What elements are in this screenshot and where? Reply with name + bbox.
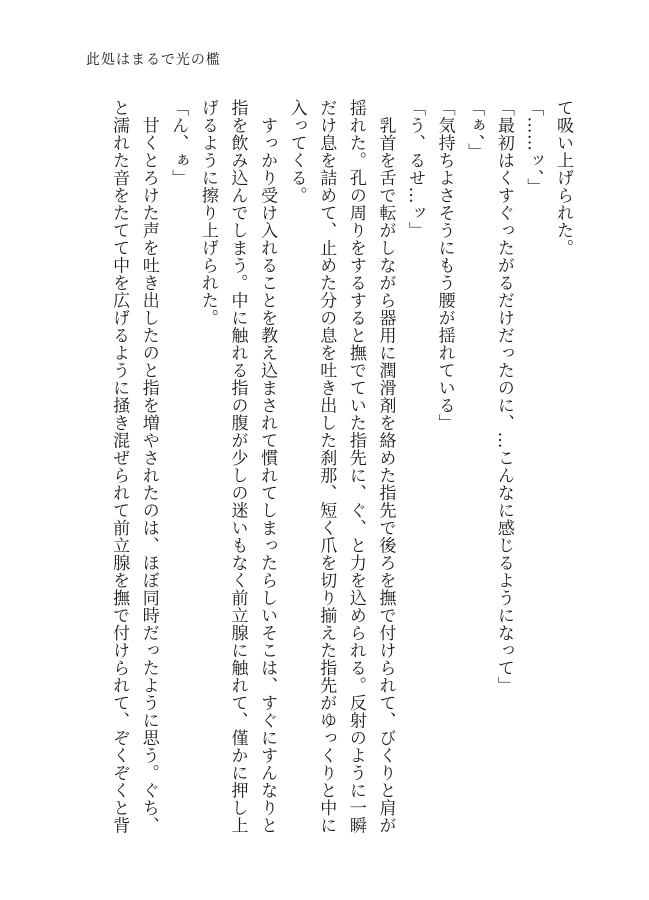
text-line: だけ息を詰めて、止めた分の息を吐き出した刹那、短く爪を切り揃えた指先がゆっくりと中に bbox=[316, 99, 337, 834]
text-line: 「う、るせ…ッ」 bbox=[405, 99, 426, 239]
text-line: すっかり受け入れることを教え込まされて慣れてしまったらしいそこは、すぐにすんなりと bbox=[257, 99, 278, 834]
text-line: 「ん、ぁ」 bbox=[168, 99, 189, 187]
text-line: 指を飲み込んでしまう。中に触れる指の腹が少しの迷いもなく前立腺に触れて、僅かに押し上 bbox=[227, 99, 248, 834]
text-line: と濡れた音をたてて中を広げるように掻き混ぜられて前立腺を撫で付けられて、ぞくぞくと背 bbox=[109, 99, 130, 834]
text-line: て吸い上げられた。 bbox=[553, 99, 573, 257]
text-line: 甘くとろけた声を吐き出したのと指を増やされたのは、ほぼ同時だったように思う。ぐち、 bbox=[138, 99, 159, 834]
text-line: 「ぁ、」 bbox=[464, 99, 485, 161]
text-line: 乳首を舌で転がしながら器用に潤滑剤を絡めた指先で後ろを撫で付けられて、びくりと肩が bbox=[375, 99, 396, 834]
text-line: 揺れた。孔の周りをするすると撫でていた指先に、ぐ、と力を込められる。反射のように一瞬 bbox=[345, 99, 366, 834]
text-line: 「最初はくすぐったがるだけだったのに、…こんなに感じるようになって」 bbox=[493, 99, 514, 694]
text-line: 「気持ちよさそうにもう腰が揺れている」 bbox=[434, 99, 455, 432]
running-title: 此処はまるで光の檻 bbox=[86, 52, 221, 68]
text-line: げるように擦り上げられた。 bbox=[197, 99, 218, 327]
body-text bbox=[104, 99, 578, 834]
text-line: 「……ッ、」 bbox=[523, 99, 544, 196]
text-line: 入ってくる。 bbox=[286, 99, 307, 204]
